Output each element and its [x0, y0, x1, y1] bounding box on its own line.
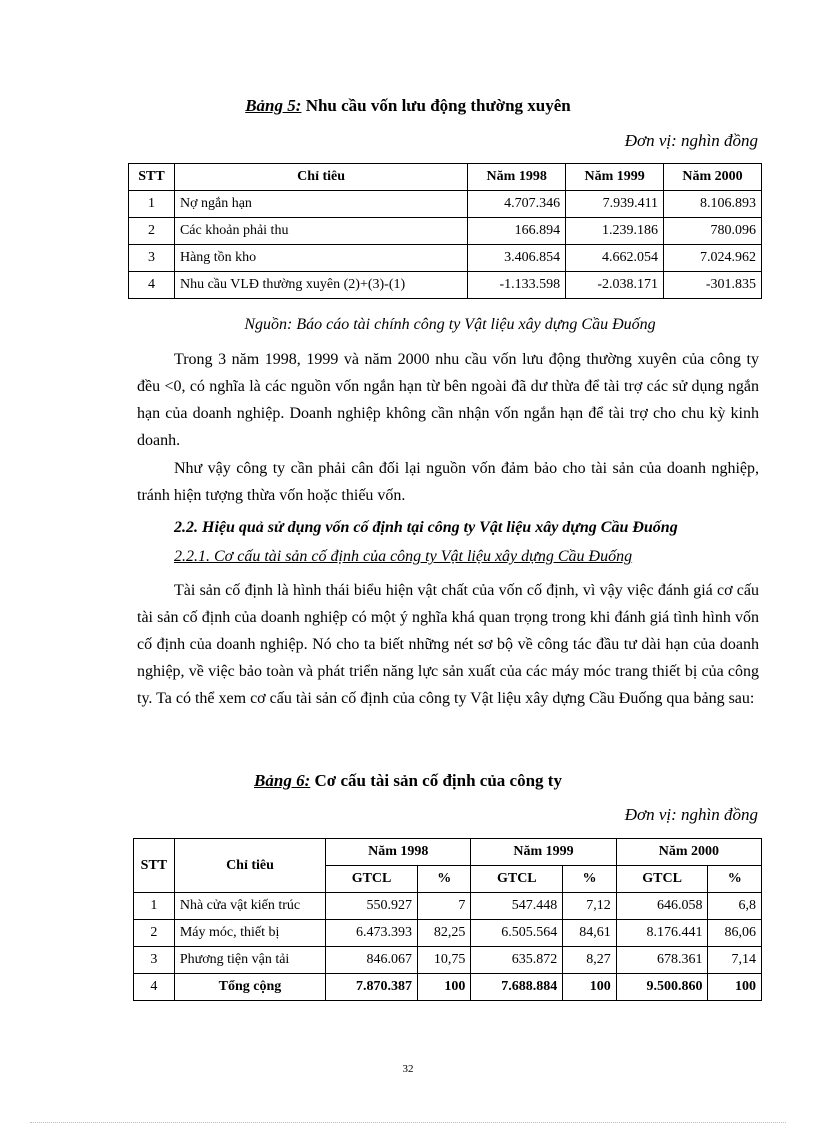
table6-subheader-cell: % — [417, 866, 470, 893]
table6-subheader-cell: GTCL — [471, 866, 563, 893]
table5-cell: 3.406.854 — [468, 245, 566, 272]
table5-caption-text: Nhu cầu vốn lưu động thường xuyên — [301, 96, 571, 115]
table5-cell: 780.096 — [664, 218, 762, 245]
table-row — [129, 272, 762, 299]
table6-total-cell: 7.688.884 — [471, 974, 563, 1001]
table-row — [134, 893, 762, 920]
table6-cell: 1 — [134, 893, 175, 920]
table6-cell: 7,12 — [563, 893, 616, 920]
table5-header-cell: Chỉ tiêu — [174, 164, 467, 191]
table5-cell: 7.024.962 — [664, 245, 762, 272]
table6-cell: 646.058 — [616, 893, 708, 920]
table6-subheader-cell: GTCL — [326, 866, 418, 893]
table6-cell: 8,27 — [563, 947, 616, 974]
table6-subheader-cell: % — [563, 866, 616, 893]
section-heading-2-2: 2.2. Hiệu quả sử dụng vốn cố định tại công ty Vật liệu xây dựng Cầu Đuống — [174, 519, 678, 536]
table-row — [134, 920, 762, 947]
table5-header-cell: STT — [129, 164, 175, 191]
table5-source: Nguồn: Báo cáo tài chính công ty Vật liệu xây dựng Cầu Đuống — [244, 316, 656, 333]
table-row — [129, 218, 762, 245]
table5-cell: Nợ ngắn hạn — [174, 191, 467, 218]
table6-cell: 6.473.393 — [326, 920, 418, 947]
table6-cell: 678.361 — [616, 947, 708, 974]
section-heading-2-2-1: 2.2.1. Cơ cấu tài sản cố định của công ty Vật liệu xây dựng Cầu Đuống — [174, 548, 633, 565]
table5-cell: Hàng tồn kho — [174, 245, 467, 272]
table6-cell: Phương tiện vận tải — [174, 947, 325, 974]
table5-header-cell: Năm 1998 — [468, 164, 566, 191]
paragraph-1: Trong 3 năm 1998, 1999 và năm 2000 nhu cầu vốn lưu động thường xuyên của công ty đều <0, có nghĩa là các nguồn vốn ngắn hạn từ bên ngoài đã dư thừa để tài trợ các sử dụng ngắn hạn của doanh nghiệp. Doanh nghiệp không cần nhận vốn ngắn hạn để tài trợ cho chu kỳ kinh doanh. — [137, 351, 759, 449]
table6-unit: Đơn vị: nghìn đồng — [624, 805, 758, 824]
table5-header-row — [129, 164, 762, 191]
table5 — [128, 163, 762, 299]
table6-cell: 10,75 — [417, 947, 470, 974]
table5-unit: Đơn vị: nghìn đồng — [624, 131, 758, 150]
page-number: 32 — [402, 1063, 414, 1075]
table5-cell: -301.835 — [664, 272, 762, 299]
table5-cell: 4.707.346 — [468, 191, 566, 218]
table6-cell: 635.872 — [471, 947, 563, 974]
table6-cell: 6.505.564 — [471, 920, 563, 947]
table6-header-cell: Năm 1998 — [326, 839, 471, 866]
table6-cell: Máy móc, thiết bị — [174, 920, 325, 947]
table6-header-cell: Năm 1999 — [471, 839, 616, 866]
table6-subheader-cell: % — [708, 866, 762, 893]
table6-header-cell: Chỉ tiêu — [174, 839, 325, 893]
table-row — [129, 245, 762, 272]
table6-cell: 846.067 — [326, 947, 418, 974]
table5-cell: 4 — [129, 272, 175, 299]
table6-cell: 3 — [134, 947, 175, 974]
table6-cell: 8.176.441 — [616, 920, 708, 947]
table6-total-cell: 7.870.387 — [326, 974, 418, 1001]
table6-total-cell: 4 — [134, 974, 175, 1001]
table5-cell: 1 — [129, 191, 175, 218]
table6-total-cell: 100 — [417, 974, 470, 1001]
table5-header-cell: Năm 1999 — [566, 164, 664, 191]
table5-cell: 166.894 — [468, 218, 566, 245]
table5-caption-label: Bảng 5: — [245, 96, 302, 115]
table-total-row — [134, 974, 762, 1001]
table6-cell: 84,61 — [563, 920, 616, 947]
table6-caption — [0, 771, 816, 791]
table6-subheader-cell: GTCL — [616, 866, 708, 893]
table6-header-row — [134, 839, 762, 866]
table5-cell: 4.662.054 — [566, 245, 664, 272]
table6-total-cell: Tổng cộng — [174, 974, 325, 1001]
table6-total-cell: 100 — [708, 974, 762, 1001]
table6-cell: 547.448 — [471, 893, 563, 920]
table6 — [133, 838, 762, 1001]
table6-cell: 7,14 — [708, 947, 762, 974]
table5-header-cell: Năm 2000 — [664, 164, 762, 191]
table5-cell: 7.939.411 — [566, 191, 664, 218]
paragraph-3: Tài sản cố định là hình thái biểu hiện vật chất của vốn cố định, vì vậy việc đánh giá cơ cấu tài sản cố định của doanh nghiệp có một ý nghĩa khá quan trọng trong khi đánh giá tình hình vốn cố định của doanh nghiệp. Nó cho ta biết những nét sơ bộ về công tác đầu tư dài hạn của doanh nghiệp, về việc bảo toàn và phát triển năng lực sản xuất của các máy móc trang thiết bị của công ty. Ta có thể xem cơ cấu tài sản cố định của công ty Vật liệu xây dựng Cầu Đuống qua bảng sau: — [137, 582, 759, 707]
table5-cell: -1.133.598 — [468, 272, 566, 299]
table6-cell: 550.927 — [326, 893, 418, 920]
table5-cell: Các khoản phải thu — [174, 218, 467, 245]
table6-header-cell: STT — [134, 839, 175, 893]
table5-cell: 3 — [129, 245, 175, 272]
table5-cell: -2.038.171 — [566, 272, 664, 299]
table6-cell: 82,25 — [417, 920, 470, 947]
table6-cell: Nhà cửa vật kiến trúc — [174, 893, 325, 920]
table6-cell: 86,06 — [708, 920, 762, 947]
table6-cell: 6,8 — [708, 893, 762, 920]
table-row — [129, 191, 762, 218]
table6-caption-text: Cơ cấu tài sản cố định của công ty — [310, 771, 562, 790]
table6-cell: 7 — [417, 893, 470, 920]
table6-total-cell: 100 — [563, 974, 616, 1001]
table5-cell: 1.239.186 — [566, 218, 664, 245]
table6-caption-label: Bảng 6: — [254, 771, 311, 790]
table5-cell: Nhu cầu VLĐ thường xuyên (2)+(3)-(1) — [174, 272, 467, 299]
table6-cell: 2 — [134, 920, 175, 947]
table5-cell: 2 — [129, 218, 175, 245]
table5-cell: 8.106.893 — [664, 191, 762, 218]
table6-header-cell: Năm 2000 — [616, 839, 761, 866]
table-row — [134, 947, 762, 974]
table6-total-cell: 9.500.860 — [616, 974, 708, 1001]
table5-caption — [0, 96, 816, 116]
paragraph-2: Như vậy công ty cần phải cân đối lại nguồn vốn đảm bảo cho tài sản của doanh nghiệp, tránh hiện tượng thừa vốn hoặc thiếu vốn. — [137, 460, 759, 504]
